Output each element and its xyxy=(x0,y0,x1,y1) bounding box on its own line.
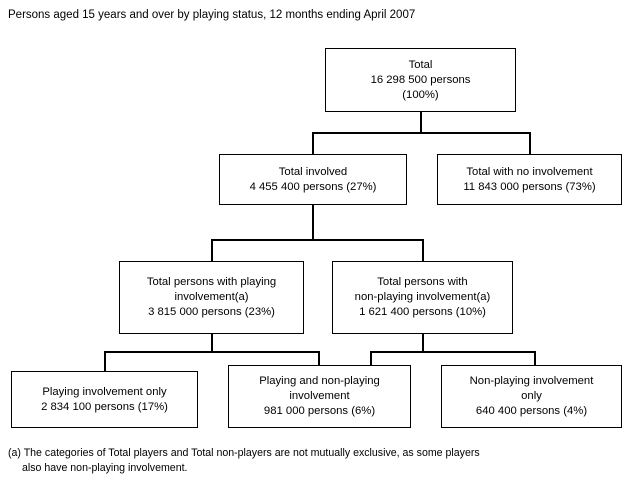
node-total-line2: 16 298 500 persons xyxy=(370,73,471,86)
connector-total-involved-stem xyxy=(312,225,314,241)
node-total-no-involvement-line1: Total with no involvement xyxy=(466,165,593,178)
node-playing-and-non-playing-line3: 981 000 persons (6%) xyxy=(263,405,376,417)
connector-level1-bus xyxy=(312,132,530,134)
node-total-involved-line2: 4 455 400 persons (27%) xyxy=(249,180,377,193)
node-non-playing-only-line2: only xyxy=(521,390,542,402)
connector-to-playing-involvement xyxy=(211,239,213,261)
connector-to-no-involvement xyxy=(529,132,531,154)
connector-level2-bus xyxy=(211,239,424,241)
connector-to-total-involved xyxy=(312,132,314,154)
node-total-involved xyxy=(219,154,407,205)
node-playing-only-line2: 2 834 100 persons (17%) xyxy=(41,400,168,413)
node-non-playing-involvement-line3: 1 621 400 persons (10%) xyxy=(359,306,486,318)
node-playing-and-non-playing-line2: involvement xyxy=(289,390,350,402)
connector-total-involved-down xyxy=(312,205,314,227)
node-total-involved-line1: Total involved xyxy=(278,165,348,178)
node-non-playing-involvement-line1: Total persons with xyxy=(377,276,468,288)
node-total-line3: (100%) xyxy=(402,88,439,101)
footnote-line-1: (a) The categories of Total players and Total non-players are not mutually exclusive, as some players xyxy=(8,447,480,459)
connector-total-down xyxy=(420,112,422,134)
footnote xyxy=(8,446,480,476)
node-playing-involvement-line3: 3 815 000 persons (23%) xyxy=(148,306,275,318)
node-non-playing-only-line3: 640 400 persons (4%) xyxy=(475,405,588,417)
node-total-no-involvement xyxy=(437,154,622,205)
node-non-playing-involvement-line2: non-playing involvement(a) xyxy=(354,291,491,303)
node-non-playing-only-line1: Non-playing involvement xyxy=(469,375,594,387)
node-non-playing-only xyxy=(441,365,622,428)
connector-to-playing-only xyxy=(104,351,106,371)
connector-non-playing-involvement-down xyxy=(422,334,424,352)
footnote-line-2: also have non-playing involvement. xyxy=(22,462,188,474)
page-title: Persons aged 15 years and over by playing status, 12 months ending April 2007 xyxy=(8,9,416,21)
node-playing-and-non-playing xyxy=(228,365,411,428)
node-playing-and-non-playing-line1: Playing and non-playing xyxy=(259,375,380,387)
node-total xyxy=(325,48,516,112)
node-non-playing-involvement xyxy=(332,261,513,334)
node-total-line1: Total xyxy=(408,58,433,71)
node-playing-involvement-line2: involvement(a) xyxy=(174,291,249,303)
node-playing-only-line1: Playing involvement only xyxy=(42,385,167,398)
node-total-no-involvement-line2: 11 843 000 persons (73%) xyxy=(463,180,596,193)
connector-level3-bus-right xyxy=(370,351,535,353)
node-playing-only xyxy=(11,371,198,428)
node-playing-involvement-line1: Total persons with playing xyxy=(146,276,277,288)
node-playing-involvement xyxy=(119,261,304,334)
connector-to-non-playing-involvement xyxy=(422,239,424,261)
connector-level3-bus-left xyxy=(104,351,319,353)
connector-playing-involvement-down xyxy=(211,334,213,352)
